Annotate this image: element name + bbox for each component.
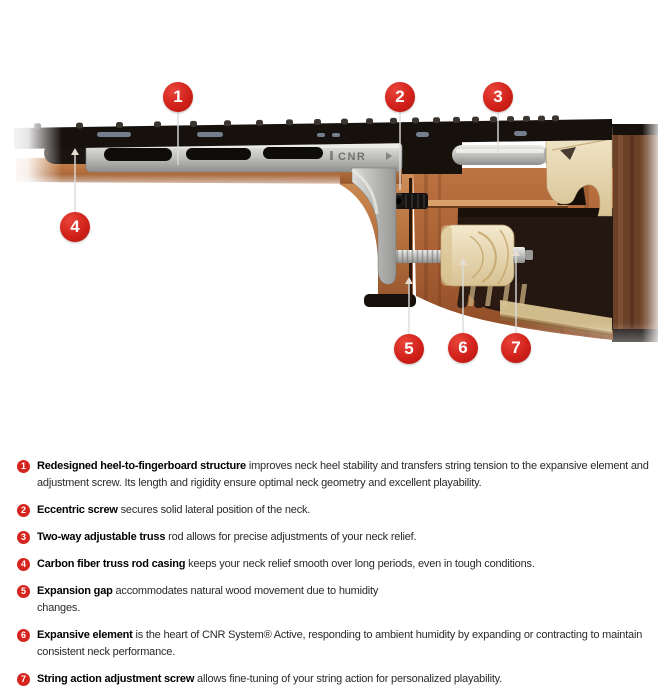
legend-text-2 xyxy=(37,502,310,519)
legend-item-5 xyxy=(17,583,661,617)
legend-text-7 xyxy=(37,671,502,688)
legend-item-7 xyxy=(17,671,661,688)
callout-3: 3 xyxy=(483,82,513,112)
expansive-element xyxy=(441,225,514,286)
legend-desc-2: secures solid lateral position of the neck. xyxy=(117,504,311,516)
callout-1: 1 xyxy=(163,82,193,112)
heel-bottom-cap xyxy=(364,294,416,307)
embossed-cnr-label: CNR xyxy=(338,151,367,163)
right-edge-fade xyxy=(642,98,672,360)
legend-desc-4: keeps your neck relief smooth over long periods, even in tough conditions. xyxy=(185,558,535,570)
legend-term-5: Expansion gap xyxy=(37,585,113,597)
left-edge-fade xyxy=(0,98,62,218)
legend-item-3 xyxy=(17,529,661,546)
legend-desc-6: is the heart of CNR System® Active, responding to ambient humidity by expanding or contracting to maintain consistent neck performance. xyxy=(37,629,643,658)
legend-desc-1: improves neck heel stability and transfers string tension to the expansive element and adjustment screw. Its length and rigidity ensure optimal neck geometry and excellent playability. xyxy=(37,460,649,489)
eccentric-screw xyxy=(391,193,428,209)
legend-desc-3: rod allows for precise adjustments of your neck relief. xyxy=(165,531,417,543)
fingerboard xyxy=(14,115,612,149)
legend-item-4 xyxy=(17,556,661,573)
legend-badge-4: 4 xyxy=(17,558,30,571)
heel-to-fingerboard-structure xyxy=(86,142,402,284)
legend-term-6: Expansive element xyxy=(37,629,133,641)
legend-text-6 xyxy=(37,627,661,661)
legend-term-1: Redesigned heel-to-fingerboard structure xyxy=(37,460,246,472)
bottom-fade xyxy=(330,322,672,400)
legend-term-4: Carbon fiber truss rod casing xyxy=(37,558,186,570)
legend-term-7: String action adjustment screw xyxy=(37,673,195,685)
legend-desc-5: accommodates natural wood movement due to humidity changes. xyxy=(37,585,379,614)
underneck-fade xyxy=(10,174,340,196)
cavity-shelf-edge xyxy=(418,200,568,207)
legend-badge-3: 3 xyxy=(17,531,30,544)
legend-item-6 xyxy=(17,627,661,661)
legend-badge-2: 2 xyxy=(17,504,30,517)
cavity-shelf-shadow xyxy=(418,206,568,208)
callout-7: 7 xyxy=(501,333,531,363)
legend-badge-5: 5 xyxy=(17,585,30,598)
legend-item-2 xyxy=(17,502,661,519)
legend-item-1 xyxy=(17,458,661,492)
legend-text-4 xyxy=(37,556,535,573)
legend xyxy=(17,458,661,698)
legend-badge-6: 6 xyxy=(17,629,30,642)
legend-term-2: Eccentric screw xyxy=(37,504,118,516)
legend-text-5 xyxy=(37,583,385,617)
legend-term-3: Two-way adjustable truss xyxy=(37,531,166,543)
legend-text-3 xyxy=(37,529,416,546)
truss-rod xyxy=(452,145,552,165)
callout-5: 5 xyxy=(394,334,424,364)
legend-text-1 xyxy=(37,458,654,492)
callout-6: 6 xyxy=(448,333,478,363)
legend-badge-1: 1 xyxy=(17,460,30,473)
callout-2: 2 xyxy=(385,82,415,112)
legend-desc-7: allows fine-tuning of your string action for personalized playability. xyxy=(194,673,503,685)
callout-4: 4 xyxy=(60,212,90,242)
legend-badge-7: 7 xyxy=(17,673,30,686)
